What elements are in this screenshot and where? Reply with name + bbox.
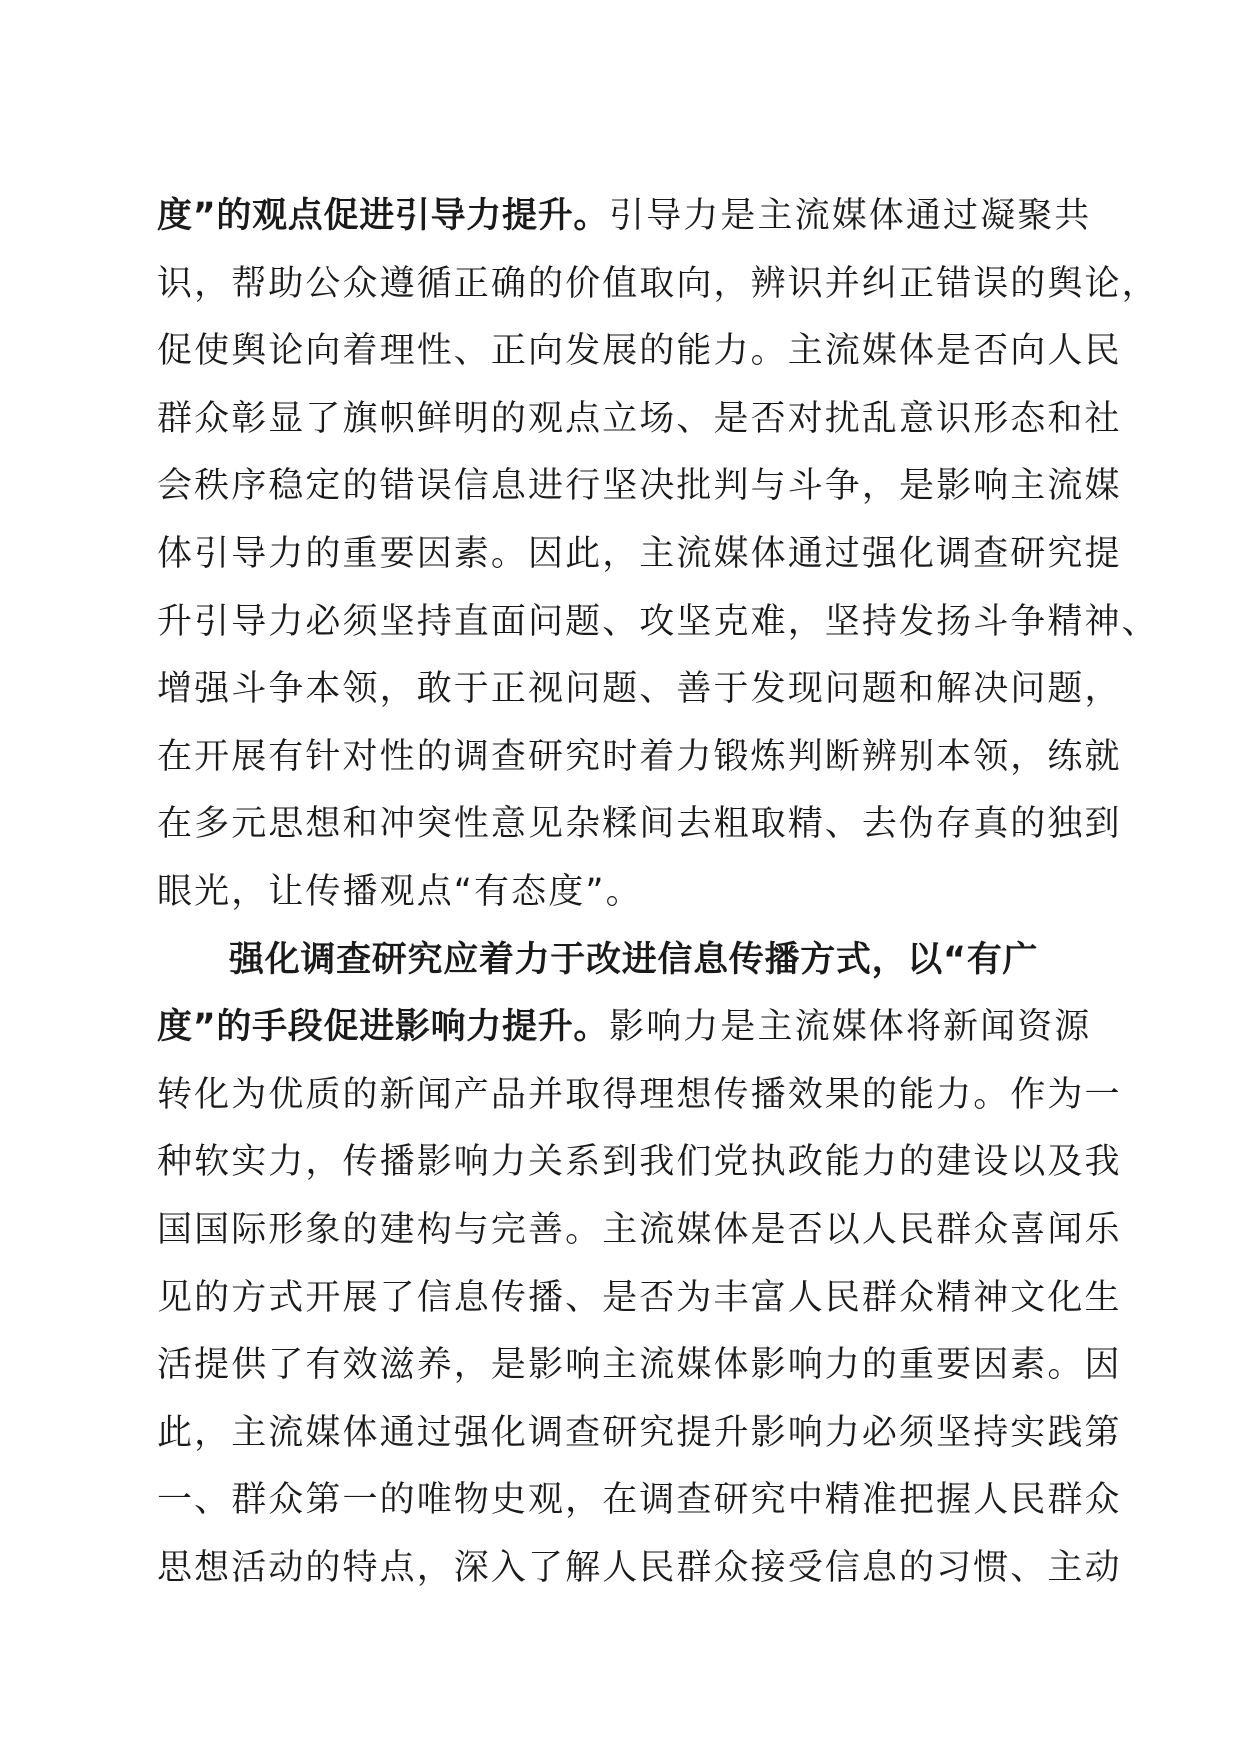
text-line [157, 927, 1087, 995]
text-line: 活提供了有效滋养，是影响主流媒体影响力的重要因素。因 [157, 1345, 1122, 1386]
text-line [157, 183, 1092, 251]
text-line: 识，帮助公众遵循正确的价值取向，辨识并纠正错误的舆论， [157, 263, 1159, 304]
bold-heading-text: 强化调查研究应着力于改进信息传播方式，以“有广 [229, 939, 1039, 980]
bold-heading-text: 度”的观点促进引导力提升。 [157, 196, 610, 236]
document-body [157, 183, 1159, 1602]
text-line: 见的方式开展了信息传播、是否为丰富人民群众精神文化生 [157, 1277, 1122, 1318]
text-line: 增强斗争本领，敢于正视问题、善于发现问题和解决问题， [157, 669, 1122, 710]
body-text: 引导力是主流媒体通过凝聚共 [609, 196, 1092, 236]
text-line: 会秩序稳定的错误信息进行坚决批判与斗争，是影响主流媒 [157, 466, 1122, 507]
text-line: 群众彰显了旗帜鲜明的观点立场、是否对扰乱意识形态和社 [157, 398, 1122, 439]
text-line [157, 994, 1092, 1062]
body-text: 影响力是主流媒体将新闻资源 [609, 1007, 1092, 1048]
text-line: 升引导力必须坚持直面问题、攻坚克难，坚持发扬斗争精神、 [157, 601, 1159, 642]
text-line: 在多元思想和冲突性意见杂糅间去粗取精、去伪存真的独到 [157, 804, 1122, 845]
text-line: 国国际形象的建构与完善。主流媒体是否以人民群众喜闻乐 [157, 1209, 1122, 1250]
text-line: 在开展有针对性的调查研究时着力锻炼判断辨别本领，练就 [157, 736, 1122, 777]
text-line: 思想活动的特点，深入了解人民群众接受信息的习惯、主动 [157, 1547, 1122, 1588]
text-line: 转化为优质的新闻产品并取得理想传播效果的能力。作为一 [157, 1074, 1122, 1115]
bold-heading-text: 度”的手段促进影响力提升。 [157, 1007, 610, 1048]
text-line: 种软实力，传播影响力关系到我们党执政能力的建设以及我 [157, 1142, 1122, 1183]
text-line: 促使舆论向着理性、正向发展的能力。主流媒体是否向人民 [157, 331, 1122, 372]
text-line: 眼光，让传播观点“有态度”。 [157, 871, 643, 912]
text-line: 一、群众第一的唯物史观，在调查研究中精准把握人民群众 [157, 1480, 1122, 1521]
text-line: 此，主流媒体通过强化调查研究提升影响力必须坚持实践第 [157, 1412, 1122, 1453]
text-line: 体引导力的重要因素。因此，主流媒体通过强化调查研究提 [157, 533, 1122, 574]
